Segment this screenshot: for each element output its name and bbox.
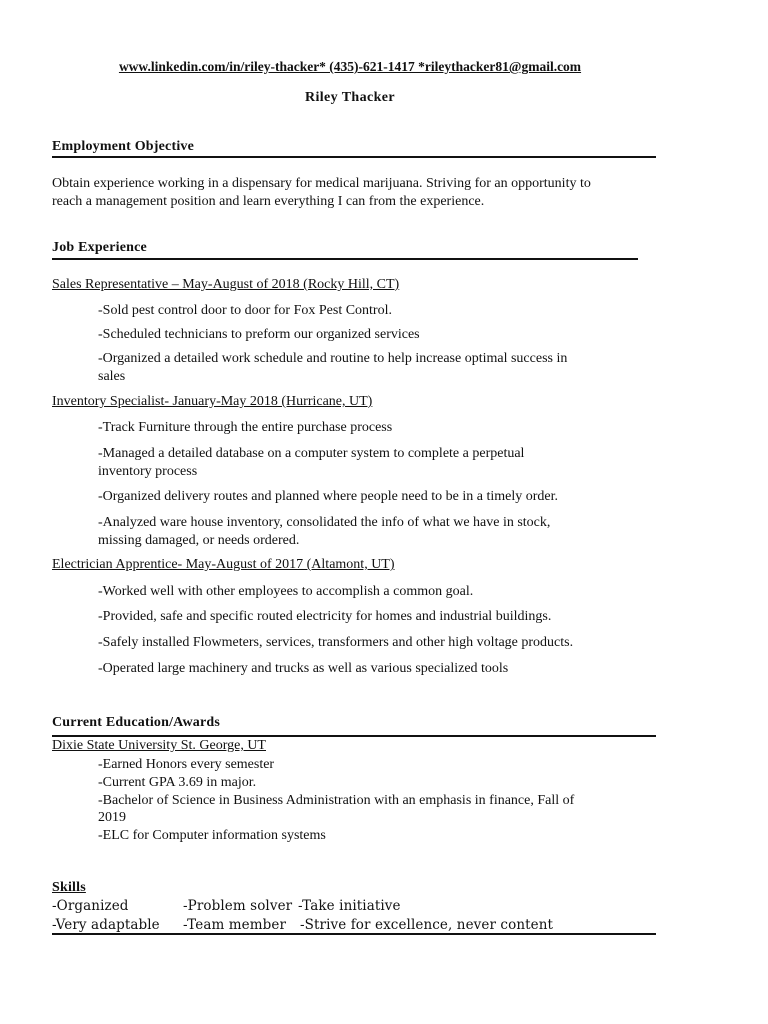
resume-name: Riley Thacker: [304, 90, 396, 105]
section-divider: [52, 933, 656, 935]
education-item-continued: 2019: [98, 810, 126, 825]
job-title: Electrician Apprentice- May-August of 2017 (Altamont, UT): [52, 557, 395, 572]
job-bullet-continued: inventory process: [98, 464, 198, 479]
objective-line-2: reach a management position and learn everything I can from the experience.: [52, 194, 485, 209]
education-item: -Current GPA 3.69 in major.: [98, 775, 257, 790]
job-title: Inventory Specialist- January-May 2018 (Hurricane, UT): [52, 394, 373, 409]
job-title: Sales Representative – May-August of 2018 (Rocky Hill, CT): [52, 277, 400, 292]
education-item: -Earned Honors every semester: [98, 757, 275, 772]
section-divider: [52, 156, 656, 158]
contact-line: www.linkedin.com/in/riley-thacker* (435)-621-1417 *rileythacker81@gmail.com: [118, 59, 582, 74]
objective-line-1: Obtain experience working in a dispensary for medical marijuana. Striving for an opportunity to: [52, 176, 591, 191]
job-bullet: -Analyzed ware house inventory, consolidated the info of what we have in stock,: [98, 515, 551, 530]
section-heading-skills: Skills: [52, 880, 86, 895]
job-bullet: -Sold pest control door to door for Fox Pest Control.: [98, 303, 392, 318]
job-bullet-continued: missing damaged, or needs ordered.: [98, 533, 300, 548]
section-heading-education: Current Education/Awards: [52, 715, 221, 730]
job-bullet: -Track Furniture through the entire purchase process: [98, 420, 393, 435]
section-heading-objective: Employment Objective: [52, 139, 195, 154]
skill-item: -Very adaptable: [52, 917, 160, 933]
school-name: Dixie State University St. George, UT: [52, 738, 266, 753]
job-bullet: -Safely installed Flowmeters, services, transformers and other high voltage products.: [98, 635, 574, 650]
job-bullet: -Managed a detailed database on a computer system to complete a perpetual: [98, 446, 525, 461]
job-bullet: -Provided, safe and specific routed electricity for homes and industrial buildings.: [98, 609, 552, 624]
section-heading-experience: Job Experience: [52, 240, 147, 255]
job-bullet: -Scheduled technicians to preform our organized services: [98, 327, 420, 342]
section-divider: [52, 258, 638, 260]
job-bullet-continued: sales: [98, 369, 126, 384]
skill-item: -Team member: [183, 917, 287, 933]
education-item: -Bachelor of Science in Business Administration with an emphasis in finance, Fall of: [98, 793, 575, 808]
job-bullet: -Organized delivery routes and planned where people need to be in a timely order.: [98, 489, 559, 504]
job-bullet: -Operated large machinery and trucks as well as various specialized tools: [98, 661, 509, 676]
job-bullet: -Organized a detailed work schedule and routine to help increase optimal success in: [98, 351, 568, 366]
skill-item: -Strive for excellence, never content: [300, 917, 554, 933]
section-divider: [52, 735, 656, 737]
education-item: -ELC for Computer information systems: [98, 828, 326, 843]
skill-item: -Organized: [52, 898, 129, 914]
skill-item: -Take initiative: [298, 898, 401, 914]
skill-item: -Problem solver: [183, 898, 293, 914]
job-bullet: -Worked well with other employees to accomplish a common goal.: [98, 584, 474, 599]
